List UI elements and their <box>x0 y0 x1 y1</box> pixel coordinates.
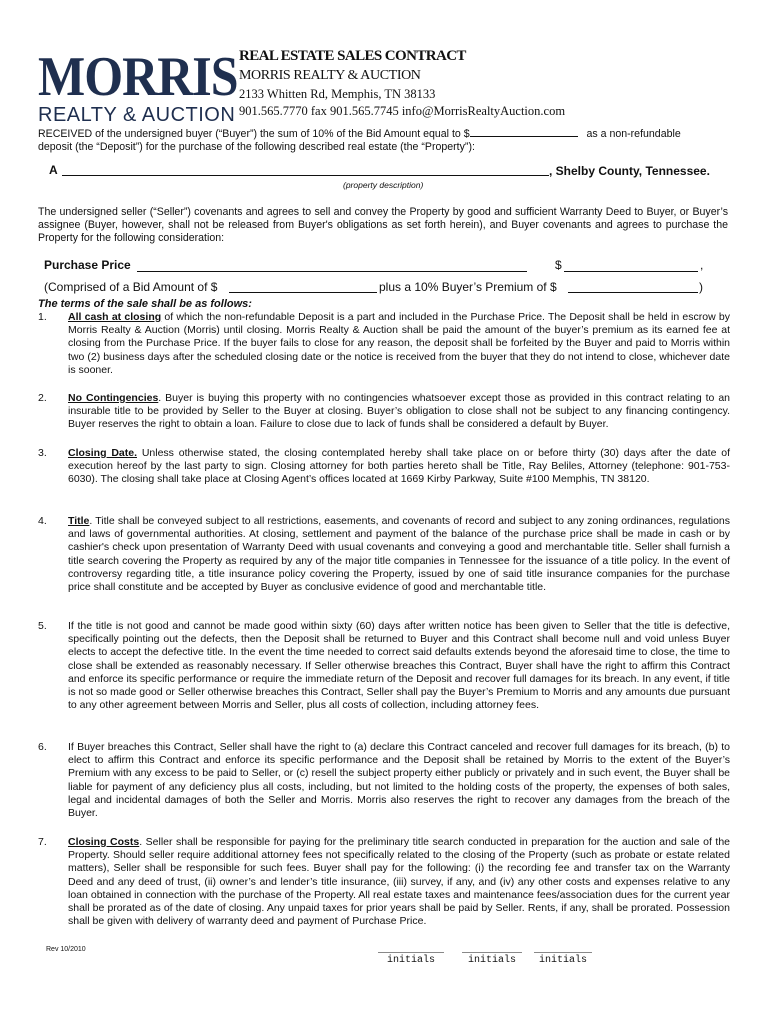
term-item <box>38 620 730 712</box>
term-number: 7. <box>38 836 47 848</box>
property-description-field[interactable] <box>62 175 549 176</box>
company-name: MORRIS REALTY & AUCTION <box>239 68 421 83</box>
intro-line1-suffix: as a non-refundable <box>586 128 681 140</box>
initials-field-3[interactable] <box>534 946 592 966</box>
initials-label: initials <box>467 955 516 966</box>
term-number: 6. <box>38 741 47 753</box>
letterhead <box>239 46 565 120</box>
term-title: Closing Date. <box>68 447 137 459</box>
term-body: of which the non-refundable Deposit is a part and included in the Purchase Price. The Deposit shall be held in escrow by Morris Realty & Auction (Morris) until closing. Morris Realty & Auction shall be paid the amount of the buyer’s premium as its earned fee at closing from the Purchase Price. If the buyer fails to close for any reason, the deposit shall be forfeited by the Buyer and paid to Morris within two (2) business days after the scheduled closing date or the notice is received from the buyer that they do not intend to close, whichever date is sooner. <box>68 311 730 376</box>
term-item <box>38 741 730 820</box>
term-item <box>38 515 730 594</box>
purchase-price-amount-field[interactable] <box>564 271 698 272</box>
intro-paragraph <box>38 126 728 154</box>
term-title: Closing Costs <box>68 836 140 848</box>
logo-subtitle: REALTY & AUCTION <box>38 104 236 126</box>
term-number: 2. <box>38 392 47 404</box>
terms-heading: The terms of the sale shall be as follows: <box>38 298 252 310</box>
document-title: REAL ESTATE SALES CONTRACT <box>239 48 466 64</box>
term-title: Title <box>68 515 90 527</box>
term-number: 4. <box>38 515 47 527</box>
purchase-price-label: Purchase Price <box>44 258 131 272</box>
revision-label: Rev 10/2010 <box>46 946 86 953</box>
term-number: 5. <box>38 620 47 632</box>
bid-amount-label: (Comprised of a Bid Amount of $ <box>44 280 218 294</box>
morris-logo <box>38 44 238 126</box>
logo-wordmark: MORRIS <box>38 44 238 108</box>
company-address: 2133 Whitten Rd, Memphis, TN 38133 <box>239 87 436 101</box>
term-title: No Contingencies <box>68 392 159 404</box>
company-contact: 901.565.7770 fax 901.565.7745 info@MorrisRealtyAuction.com <box>239 104 566 118</box>
seller-clause: The undersigned seller (“Seller”) covenants and agrees to sell and convey the Property by good and sufficient Warranty Deed to Buyer, or Buyer’s assignee (Buyer, however, shall not be released from Buyer's obligations as set forth herein), and Buyer covenants and agrees to purchase the Property for the following consideration: <box>38 206 728 245</box>
term-item <box>38 447 730 487</box>
bid-amount-field[interactable] <box>229 292 377 293</box>
term-body: If Buyer breaches this Contract, Seller shall have the right to (a) declare this Contract canceled and recover full damages for its breach, (b) to elect to affirm this Contract and enforce its specific performance and the Deposit shall be retained by Morris to the extent of the Buyer’s Premium with any excess to be paid to Seller, or (c) resell the subject property either publicly or privately and in such event, the Buyer shall be liable for payment of any deficiency plus all costs, including, but not limited to the holding costs of the property, the expenses of both sales, legal and incidental damages of both the Seller and Morris. Morris also reserves the right to recover any damages from the breach of the Buyer. <box>68 741 730 820</box>
term-body: . Seller shall be responsible for paying for the preliminary title search conducted in preparation for the auction and sale of the Property. Should seller require additional attorney fees not specifically related to the closing of the Property (such as probate or estate related matters), Seller shall be responsible for such fees. Buyer shall pay for the following: (i) the recording fee and transfer tax on the Warranty Deed and any deed of trust, (ii) owner’s and lender’s title insurance, (iii) survey, if any, and (iv) any other costs and expenses relative to any loan obtained in connection with the purchase of the Property. All real estate taxes and maintenance fees/association dues for the current year shall be prorated as of the date of closing. Any unpaid taxes for prior years shall be paid by Seller. Rents, if any, shall be prorated. Possession shall be given with delivery of warranty deed and payment of Purchase Price. <box>68 836 730 928</box>
initials-field-1[interactable] <box>378 946 444 966</box>
term-body: Unless otherwise stated, the closing contemplated hereby shall take place on or before thirty (30) days after the date of execution hereof by the last party to sign. Closing attorney for both parties hereto shall be Title, Ray Beliles, Attorney (telephone: 901-753-6030). The closing shall take place at Closing Agent’s offices located at 1669 Kirby Parkway, Suite #100 Memphis, TN 38120. <box>68 447 731 486</box>
initials-label: initials <box>386 955 435 966</box>
purchase-price-dollar: $ <box>555 258 562 272</box>
term-item <box>38 836 730 928</box>
property-county: , Shelby County, Tennessee. <box>549 164 710 178</box>
property-caption: (property description) <box>343 180 424 190</box>
buyer-premium-label: plus a 10% Buyer’s Premium of $ <box>379 280 557 294</box>
deposit-amount-field[interactable] <box>470 126 578 137</box>
initials-field-2[interactable] <box>462 946 522 966</box>
intro-line1-text: RECEIVED of the undersigned buyer (“Buyer”) the sum of 10% of the Bid Amount equal to $ <box>38 128 470 140</box>
buyer-premium-field[interactable] <box>568 292 698 293</box>
initials-label: initials <box>538 955 587 966</box>
purchase-price-words-field[interactable] <box>137 271 527 272</box>
term-number: 1. <box>38 311 47 323</box>
term-body: . Buyer is buying this property with no contingencies whatsoever except those as provided in this contract relating to an insurable title to be provided by Seller to the Buyer at closing. Buyer’s obligation to close shall not be subject to any financing contingency. Buyer reserves the right to obtain a loan. Failure to close due to lack of funds shall be considered a default by Buyer. <box>68 392 730 431</box>
purchase-price-comma: , <box>700 258 704 272</box>
property-prefix: A <box>49 163 58 177</box>
term-item <box>38 311 730 377</box>
term-body: . Title shall be conveyed subject to all restrictions, easements, and covenants of record and subject to any zoning ordinances, regulations and laws of governmental authorities. At closing, settlement and payment of the balance of the purchase price shall be made in cash or by cashier's check upon presentation of Warranty Deed with usual covenants and conveying a good and merchantable title. Seller shall furnish a title search covering the Property as required by any of the major title companies in Tennessee for the issuance of a title policy. In the event of controversy regarding title, a title insurance policy covering the Property, issued by one of said title insurance companies for the purchase price shall constitute and be accepted by Buyer as conclusive evidence of good and merchantable title. <box>68 515 730 594</box>
term-title: All cash at closing <box>68 311 162 323</box>
comprised-close: ) <box>699 280 703 294</box>
term-body: If the title is not good and cannot be made good within sixty (60) days after written notice has been given to Seller that the title is defective, specifically pointing out the defects, then the Deposit shall be returned to Buyer and this Contract shall become null and void unless Buyer elects to accept the defective title. In the event the time needed to correct said defaults extends beyond the aforesaid time to close, the time to close shall be extended as reasonably necessary. If Seller otherwise breaches this Contract, Buyer shall have the right to affirm this Contract and enforce its specific performance or require the immediate return of the Deposit and recover full damages for its breach. In any event, if title is not so made good or Seller otherwise breaches this Contract, Seller shall pay the Buyer’s Premium to Morris and any amounts due pursuant to any other agreement between Morris and Seller, plus all costs of collection, including attorney fees. <box>68 620 730 712</box>
term-item <box>38 392 730 432</box>
term-number: 3. <box>38 447 47 459</box>
intro-line2-text: deposit (the “Deposit”) for the purchase of the following described real estate (the “Property”): <box>38 141 475 154</box>
